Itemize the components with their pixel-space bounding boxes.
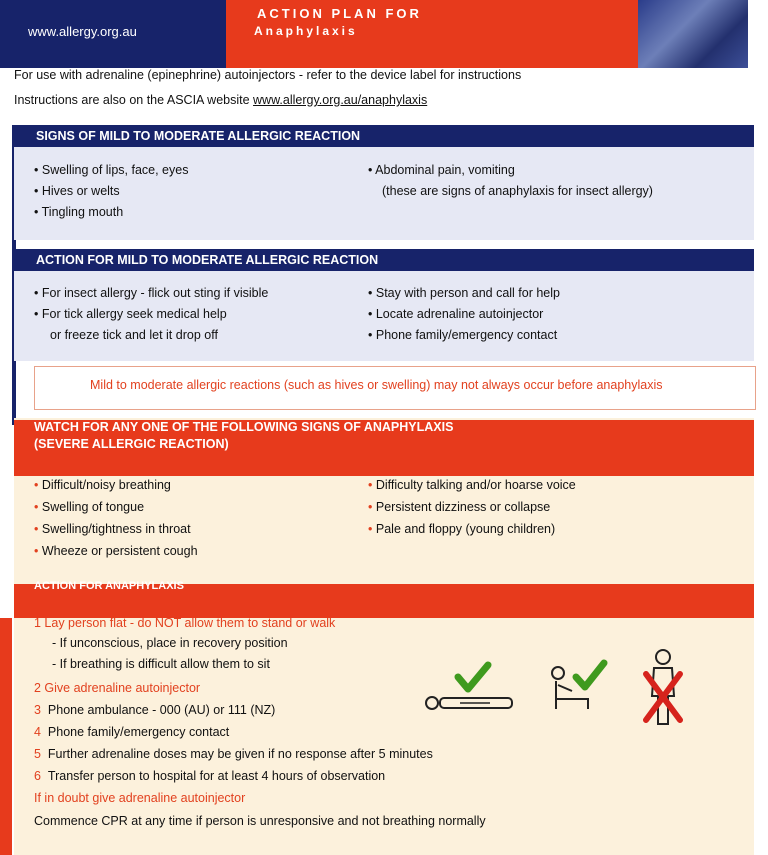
header-url: www.allergy.org.au xyxy=(28,24,137,39)
list-item: • Difficult/noisy breathing xyxy=(34,478,171,492)
notice-text: Mild to moderate allergic reactions (such as hives or swelling) may not always occur before anaphylaxis xyxy=(90,378,663,392)
step-1: 1 Lay person flat - do NOT allow them to stand or walk xyxy=(34,616,336,630)
list-item: • Stay with person and call for help xyxy=(368,286,560,300)
list-item: or freeze tick and let it drop off xyxy=(50,328,218,342)
list-item: • Hives or welts xyxy=(34,184,120,198)
mild-action-right xyxy=(368,283,560,346)
list-item: • Locate adrenaline autoinjector xyxy=(368,307,544,321)
anaphylaxis-action-heading: ACTION FOR ANAPHYLAXIS xyxy=(34,580,184,592)
list-item: • Swelling/tightness in throat xyxy=(34,522,191,536)
intro-line-1: For use with adrenaline (epinephrine) autoinjectors - refer to the device label for instructions xyxy=(14,68,522,82)
standing-person-icon xyxy=(640,648,686,728)
list-item: • Swelling of lips, face, eyes xyxy=(34,163,189,177)
severe-signs-heading: WATCH FOR ANY ONE OF THE FOLLOWING SIGNS OF ANAPHYLAXIS xyxy=(34,420,454,434)
cpr-text: Commence CPR at any time if person is unresponsive and not breathing normally xyxy=(34,814,486,828)
list-item: • Difficulty talking and/or hoarse voice xyxy=(368,478,576,492)
page-subtitle: Anaphylaxis xyxy=(254,24,358,38)
severe-signs-subheading: (SEVERE ALLERGIC REACTION) xyxy=(34,437,229,451)
mild-signs-heading: SIGNS OF MILD TO MODERATE ALLERGIC REACTION xyxy=(14,125,754,147)
intro-line-2 xyxy=(14,93,427,107)
list-item: (these are signs of anaphylaxis for insect allergy) xyxy=(382,184,653,198)
mild-signs-left xyxy=(34,160,188,223)
lying-person-icon xyxy=(420,655,520,717)
list-item: • Swelling of tongue xyxy=(34,500,145,514)
step-1-sub-1: - If unconscious, place in recovery position xyxy=(52,636,288,650)
page-title: ACTION PLAN FOR xyxy=(257,6,422,21)
mild-action-left xyxy=(34,283,268,346)
header-image xyxy=(638,0,748,68)
mild-signs-right xyxy=(368,160,653,202)
list-item: • Persistent dizziness or collapse xyxy=(368,500,551,514)
list-item: • Phone family/emergency contact xyxy=(368,328,558,342)
list-item: • For insect allergy - flick out sting if visible xyxy=(34,286,269,300)
asica-link[interactable]: www.allergy.org.au/anaphylaxis xyxy=(253,93,428,107)
list-item: • Abdominal pain, vomiting xyxy=(368,163,515,177)
list-item: 4 Phone family/emergency contact xyxy=(34,725,230,739)
list-item: • Wheeze or persistent cough xyxy=(34,544,198,558)
step-2: 2 Give adrenaline autoinjector xyxy=(34,681,201,695)
intro-text: Instructions are also on the ASCIA website xyxy=(14,93,254,107)
steps-list xyxy=(34,699,433,787)
severe-signs-left xyxy=(34,474,198,562)
doubt-text: If in doubt give adrenaline autoinjector xyxy=(34,791,246,805)
list-item: • Pale and floppy (young children) xyxy=(368,522,556,536)
step-1-sub-2: - If breathing is difficult allow them to sit xyxy=(52,657,270,671)
mild-action-heading: ACTION FOR MILD TO MODERATE ALLERGIC REACTION xyxy=(14,249,754,271)
list-item: 3 Phone ambulance - 000 (AU) or 111 (NZ) xyxy=(34,703,276,717)
list-item: 5 Further adrenaline doses may be given if no response after 5 minutes xyxy=(34,747,433,761)
severe-signs-right xyxy=(368,474,576,540)
list-item: 6 Transfer person to hospital for at least 4 hours of observation xyxy=(34,769,386,783)
list-item: • Tingling mouth xyxy=(34,205,124,219)
list-item: • For tick allergy seek medical help xyxy=(34,307,227,321)
action-rule xyxy=(0,618,12,855)
sitting-person-icon xyxy=(548,655,618,717)
